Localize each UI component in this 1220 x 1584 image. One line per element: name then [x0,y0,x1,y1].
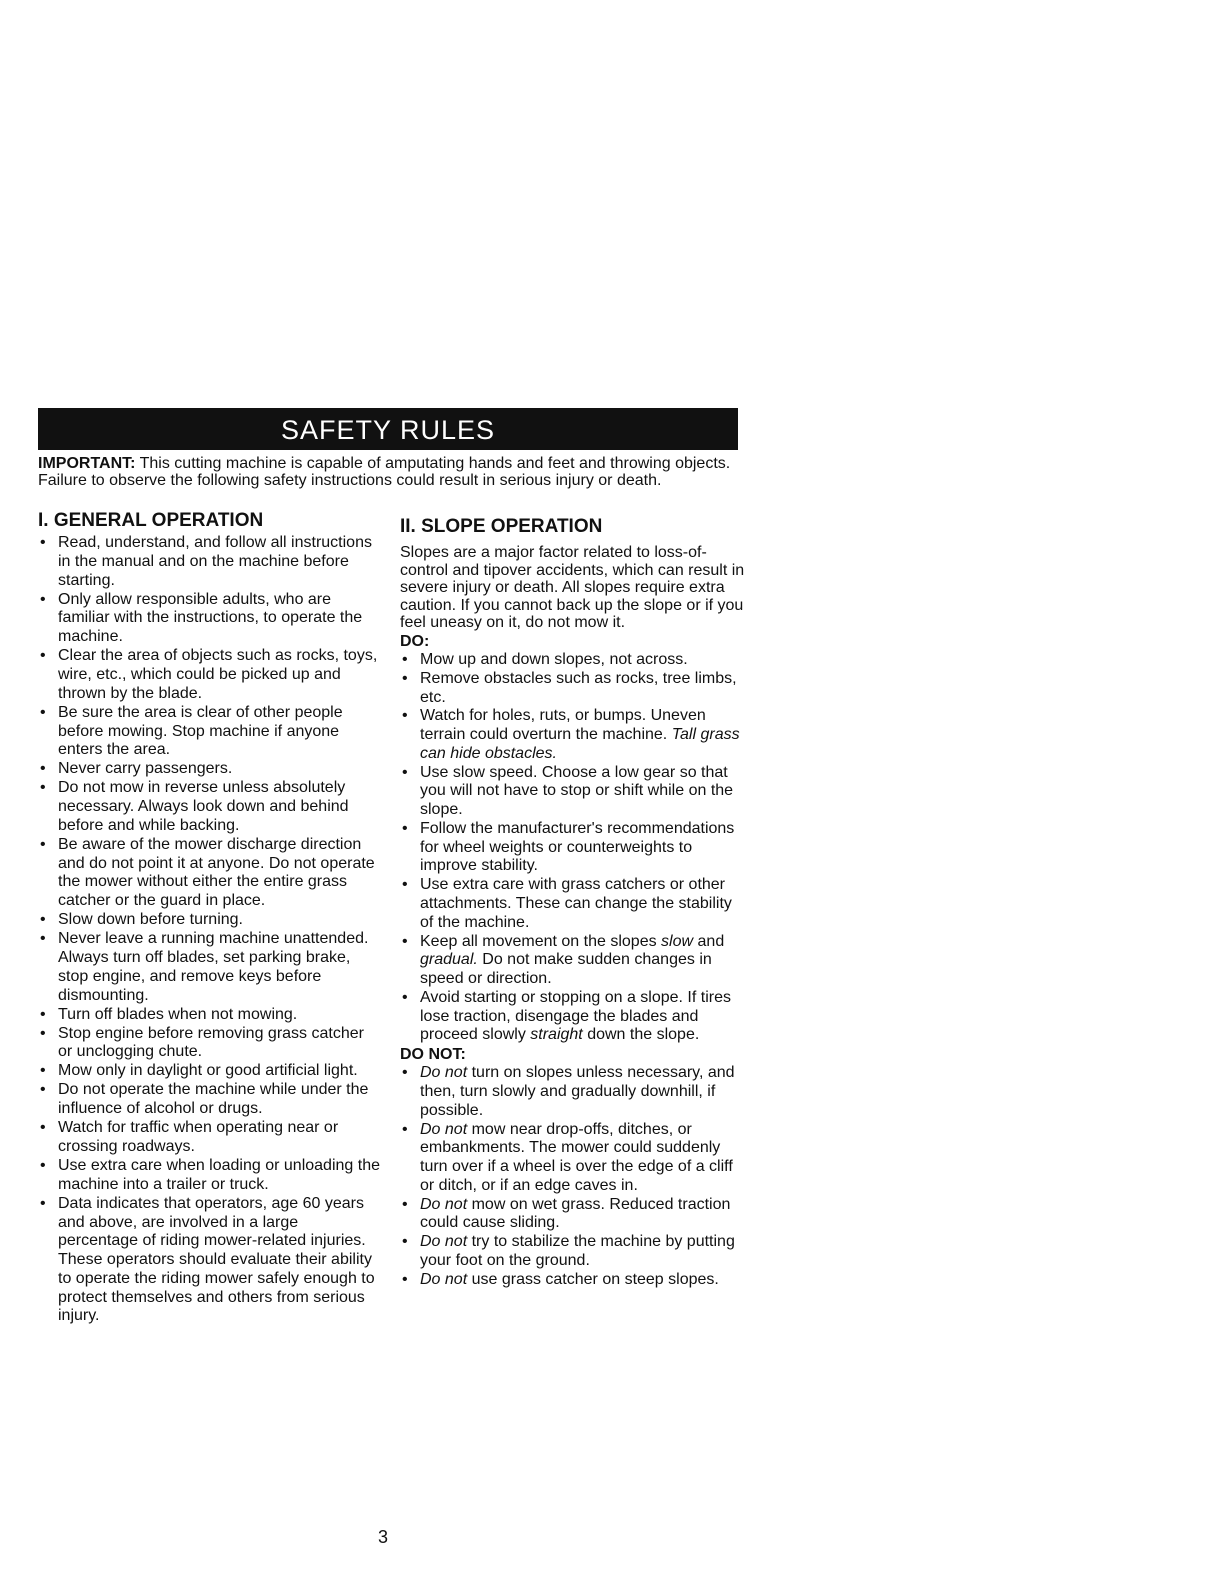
list-item: • Do not operate the machine while under the influence of alcohol or drugs. [38,1081,380,1119]
slope-operation-section [400,516,745,1290]
list-item: • Use extra care with grass catchers or other attachments. These can change the stability of the machine. [400,876,745,932]
list-item: • Use extra care when loading or unloading the machine into a trailer or truck. [38,1157,380,1195]
list-item: • Watch for holes, ruts, or bumps. Uneven terrain could overturn the machine. Tall grass can hide obstacles. [400,707,745,763]
safety-rules-banner [38,408,738,450]
do-not-list [400,1064,745,1289]
list-item: • Do not mow near drop-offs, ditches, or embankments. The mower could suddenly turn over if a wheel is over the edge of a cliff or ditch, or if an edge caves in. [400,1121,745,1196]
list-item: • Do not mow on wet grass. Reduced traction could cause sliding. [400,1196,745,1233]
do-heading: DO: [400,632,430,650]
do-not-heading: DO NOT: [400,1046,466,1064]
list-item: • Watch for traffic when operating near or crossing roadways. [38,1119,380,1157]
list-item: • Follow the manufacturer's recommendations for wheel weights or counterweights to improve stability. [400,820,745,876]
important-notice [38,455,738,489]
list-item: • Do not mow in reverse unless absolutely necessary. Always look down and behind before and while backing. [38,779,380,835]
list-item: • Be aware of the mower discharge direction and do not point it at anyone. Do not operate the mower without either the entire grass catcher or the guard in place. [38,836,380,911]
page-number: 3 [378,1527,389,1547]
important-text: This cutting machine is capable of amputating hands and feet and throwing objects. Failure to observe the following safety instructions could result in serious injury or death. [38,455,731,489]
list-item: • Do not turn on slopes unless necessary, and then, turn slowly and gradually downhill, if possible. [400,1064,745,1120]
slope-intro: Slopes are a major factor related to loss-of-control and tipover accidents, which can result in severe injury or death. All slopes require extra caution. If you cannot back up the slope or if you feel uneasy on it, do not mow it. [400,544,745,632]
general-operation-section [38,510,380,1326]
list-item: • Slow down before turning. [38,911,380,930]
list-item: • Keep all movement on the slopes slow and gradual. Do not make sudden changes in speed or direction. [400,933,745,989]
list-item: • Never carry passengers. [38,760,380,779]
list-item: • Use slow speed. Choose a low gear so that you will not have to stop or shift while on the slope. [400,764,745,820]
important-label: IMPORTANT: [38,455,136,472]
list-item: • Mow up and down slopes, not across. [400,651,745,670]
list-item: • Only allow responsible adults, who are familiar with the instructions, to operate the machine. [38,591,380,647]
list-item: • Avoid starting or stopping on a slope. If tires lose traction, disengage the blades and proceed slowly straight down the slope. [400,989,745,1045]
slope-operation-heading: II. SLOPE OPERATION [400,516,603,537]
general-operation-heading: I. GENERAL OPERATION [38,510,264,531]
list-item: • Turn off blades when not mowing. [38,1006,380,1025]
general-operation-list [38,534,380,1326]
list-item: • Never leave a running machine unattended. Always turn off blades, set parking brake, stop engine, and remove keys before dismounting. [38,930,380,1005]
list-item: • Do not use grass catcher on steep slopes. [400,1271,745,1290]
banner-title: SAFETY RULES [280,415,496,445]
list-item: • Mow only in daylight or good artificial light. [38,1062,380,1081]
list-item: • Remove obstacles such as rocks, tree limbs, etc. [400,670,745,707]
list-item: • Read, understand, and follow all instructions in the manual and on the machine before starting. [38,534,380,590]
list-item: • Be sure the area is clear of other people before mowing. Stop machine if anyone enters the area. [38,704,380,760]
list-item: • Stop engine before removing grass catcher or unclogging chute. [38,1025,380,1063]
list-item: • Clear the area of objects such as rocks, toys, wire, etc., which could be picked up and thrown by the blade. [38,647,380,703]
list-item: • Do not try to stabilize the machine by putting your foot on the ground. [400,1233,745,1270]
list-item: • Data indicates that operators, age 60 years and above, are involved in a large percentage of riding mower-related injuries. These operators should evaluate their ability to operate the riding mower safely enough to protect themselves and others from serious injury. [38,1195,380,1327]
do-list [400,651,745,1045]
